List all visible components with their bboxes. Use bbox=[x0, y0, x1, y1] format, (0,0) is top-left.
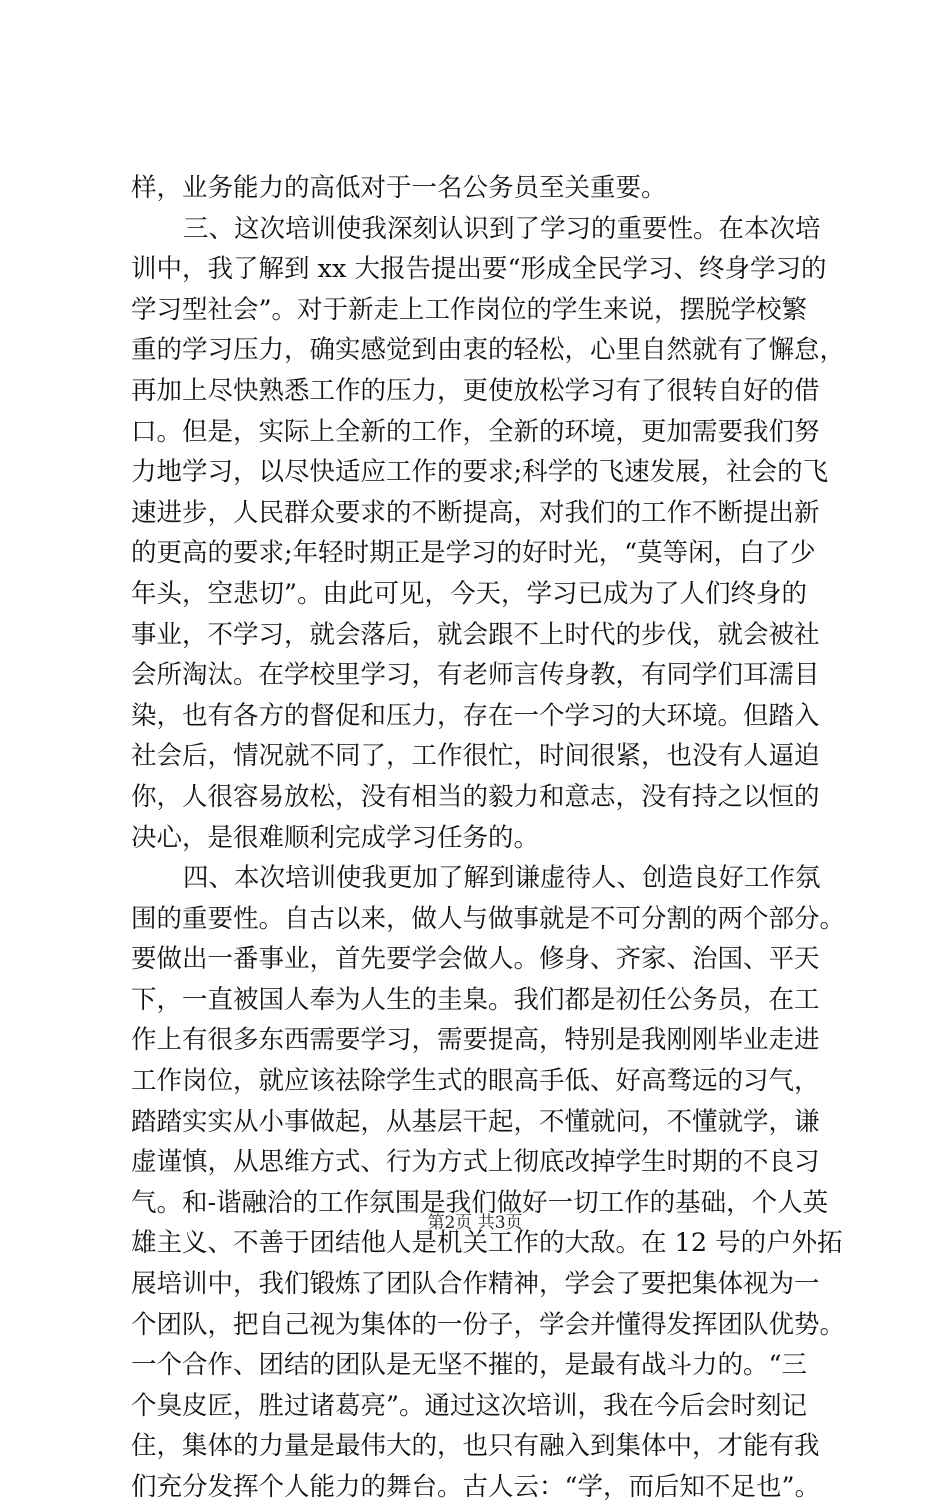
text-line: 社会后，情况就不同了，工作很忙，时间很紧，也没有人逼迫 bbox=[131, 741, 820, 772]
text-line: 下，一直被国人奉为人生的圭臬。我们都是初任公务员，在工 bbox=[131, 984, 820, 1015]
text-line-paragraph-start: 三、这次培训使我深刻认识到了学习的重要性。在本次培 bbox=[183, 213, 821, 244]
document-body bbox=[131, 168, 846, 1508]
text-line: 作上有很多东西需要学习，需要提高，特别是我刚刚毕业走进 bbox=[131, 1025, 820, 1056]
text-line: 个臭皮匠，胜过诸葛亮”。通过这次培训，我在今后会时刻记 bbox=[131, 1390, 808, 1421]
text-line: 你，人很容易放松，没有相当的毅力和意志，没有持之以恒的 bbox=[131, 781, 820, 812]
text-line: 住，集体的力量是最伟大的，也只有融入到集体中，才能有我 bbox=[131, 1431, 820, 1462]
text-line: 样，业务能力的高低对于一名公务员至关重要。 bbox=[131, 173, 667, 203]
text-line: 雄主义、不善于团结他人是机关工作的大敌。在 12 号的户外拓 bbox=[131, 1228, 843, 1259]
text-line: 虚谨慎，从思维方式、行为方式上彻底改掉学生时期的不良习 bbox=[131, 1147, 820, 1178]
text-line: 染，也有各方的督促和压力，存在一个学习的大环境。但踏入 bbox=[131, 700, 820, 731]
text-line: 的更高的要求;年轻时期正是学习的好时光，“莫等闲，白了少 bbox=[131, 538, 816, 569]
text-line: 再加上尽快熟悉工作的压力，更使放松学习有了很转自好的借 bbox=[131, 375, 820, 406]
text-line: 事业，不学习，就会落后，就会跟不上时代的步伐，就会被社 bbox=[131, 619, 820, 650]
text-line: 气。和-谐融洽的工作氛围是我们做好一切工作的基础，个人英 bbox=[131, 1187, 829, 1218]
text-line: 个团队，把自己视为集体的一份子，学会并懂得发挥团队优势。 bbox=[131, 1309, 846, 1340]
text-line: 速进步，人民群众要求的不断提高，对我们的工作不断提出新 bbox=[131, 497, 820, 528]
text-line: 工作岗位，就应该祛除学生式的眼高手低、好高骛远的习气， bbox=[131, 1066, 820, 1097]
text-line: 会所淘汰。在学校里学习，有老师言传身教，有同学们耳濡目 bbox=[131, 660, 820, 691]
text-line: 围的重要性。自古以来，做人与做事就是不可分割的两个部分。 bbox=[131, 903, 846, 934]
text-line: 一个合作、团结的团队是无坚不摧的，是最有战斗力的。“三 bbox=[131, 1350, 808, 1381]
text-line: 年头，空悲切”。由此可见，今天，学习已成为了人们终身的 bbox=[131, 578, 808, 609]
text-line: 展培训中，我们锻炼了团队合作精神，学会了要把集体视为一 bbox=[131, 1269, 820, 1300]
text-line: 要做出一番事业，首先要学会做人。修身、齐家、治国、平天 bbox=[131, 944, 820, 975]
text-line: 力地学习，以尽快适应工作的要求;科学的飞速发展，社会的飞 bbox=[131, 457, 829, 488]
text-line: 踏踏实实从小事做起，从基层干起，不懂就问，不懂就学，谦 bbox=[131, 1106, 820, 1137]
text-line-paragraph-start: 四、本次培训使我更加了解到谦虚待人、创造良好工作氛 bbox=[183, 863, 821, 894]
text-line: 们充分发挥个人能力的舞台。古人云：“学，而后知不足也”。 bbox=[131, 1472, 821, 1502]
text-line: 训中，我了解到 xx 大报告提出要“形成全民学习、终身学习的 bbox=[131, 254, 827, 285]
page-number-footer: 第2页 共3页 bbox=[427, 1213, 523, 1233]
text-line: 口。但是，实际上全新的工作，全新的环境，更加需要我们努 bbox=[131, 416, 820, 447]
text-line: 学习型社会”。对于新走上工作岗位的学生来说，摆脱学校繁 bbox=[131, 294, 808, 325]
text-line: 决心，是很难顺利完成学习任务的。 bbox=[131, 822, 540, 853]
text-line: 重的学习压力，确实感觉到由衷的轻松，心里自然就有了懈怠， bbox=[131, 335, 846, 366]
